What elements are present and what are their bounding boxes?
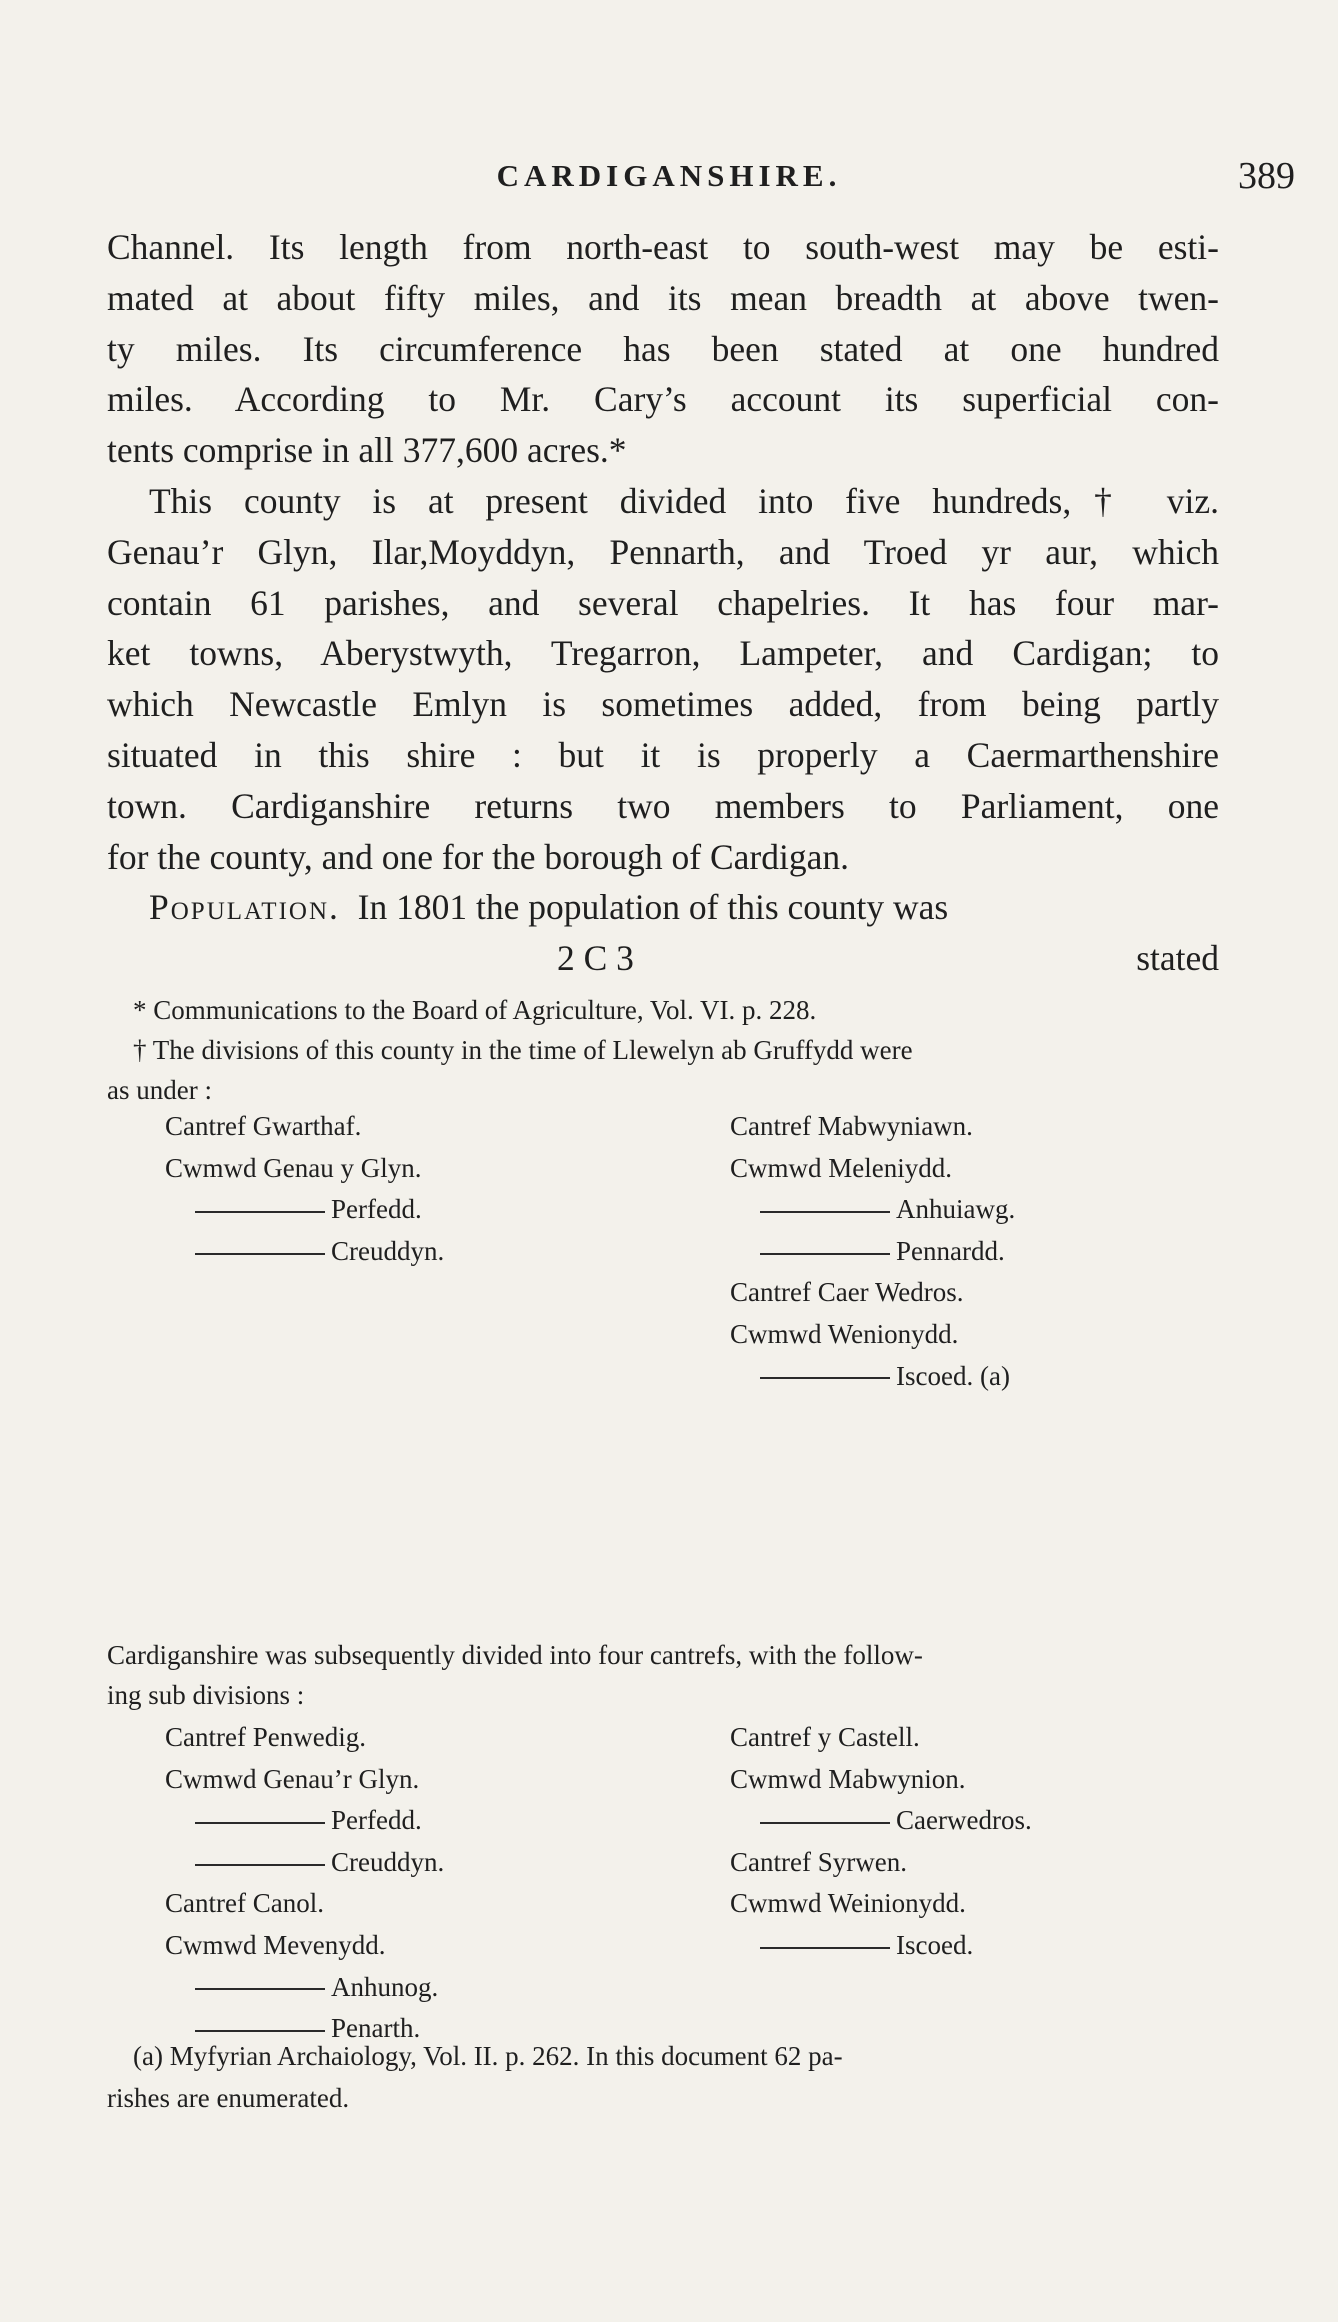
- division-name: Anhunog.: [331, 1971, 439, 2002]
- ditto-dash: [195, 2030, 325, 2032]
- body-line: town. Cardiganshire returns two members to Parliament, one: [107, 785, 1219, 826]
- division-row: [730, 1189, 1015, 1231]
- division-name: Cwmwd Weinionydd.: [730, 1888, 966, 1919]
- body-line: ty miles. Its circumference has been stated at one hundred: [107, 328, 1219, 369]
- footnote-dagger-cont: as under :: [107, 1075, 212, 1105]
- division-name: Iscoed.: [896, 1929, 974, 1960]
- division-row: [730, 1231, 1015, 1273]
- division-name: Pennardd.: [896, 1235, 1005, 1266]
- population-line: [107, 882, 1219, 933]
- division-row: [165, 1842, 444, 1884]
- subsequent-line: Cardiganshire was subsequently divided into four cantrefs, with the follow-: [107, 1640, 923, 1670]
- division-name: Cantref Syrwen.: [730, 1846, 907, 1877]
- ditto-dash: [195, 1253, 325, 1255]
- division-row: [730, 1842, 1032, 1884]
- population-text: In 1801 the population of this county was: [357, 887, 949, 928]
- division-name: Cantref Mabwyniawn.: [730, 1111, 973, 1141]
- footnotes: [107, 990, 1219, 1110]
- division-name: Penarth.: [331, 2013, 421, 2044]
- body-line: Channel. Its length from north-east to south-west may be esti-: [107, 227, 1219, 267]
- division-row: [165, 1189, 444, 1231]
- division-name: Perfedd.: [331, 1805, 422, 1836]
- division-name: Creuddyn.: [331, 1235, 445, 1266]
- division-name: Cwmwd Genau y Glyn.: [165, 1152, 422, 1183]
- ditto-dash: [195, 1822, 325, 1824]
- page-number: 389: [1238, 155, 1295, 197]
- body-line: tents comprise in all 377,600 acres.*: [107, 430, 627, 471]
- population-label: Population.: [149, 887, 340, 928]
- division-name: Creuddyn.: [331, 1846, 445, 1877]
- division-row: [730, 1272, 1015, 1314]
- division-name: Cwmwd Mevenydd.: [165, 1929, 386, 1960]
- footnote-dagger: † The divisions of this county in the time of Llewelyn ab Gruffydd were: [133, 1035, 913, 1065]
- division-name: Cantref Canol.: [165, 1888, 324, 1919]
- division-row: [165, 1717, 444, 1759]
- division-row: [730, 1800, 1032, 1842]
- ditto-dash: [760, 1822, 890, 1824]
- body-text: [107, 222, 1219, 984]
- signature-mark: 2 C 3: [557, 938, 634, 979]
- divisions-table-1-left: [165, 1106, 444, 1272]
- division-row: [730, 1759, 1032, 1801]
- division-name: Cantref Penwedig.: [165, 1722, 366, 1752]
- body-line: This county is at present divided into five hundreds,† viz.: [149, 480, 1219, 521]
- division-row: [730, 1106, 1015, 1148]
- division-row: [165, 1106, 444, 1148]
- divisions-table-1-right: [730, 1106, 1015, 1397]
- division-name: Perfedd.: [331, 1194, 422, 1225]
- ditto-dash: [195, 1988, 325, 1990]
- division-name: Cwmwd Genau’r Glyn.: [165, 1763, 420, 1794]
- division-row: [165, 1759, 444, 1801]
- ditto-dash: [760, 1211, 890, 1213]
- division-row: [730, 1148, 1015, 1190]
- divisions-table-2-right: [730, 1717, 1032, 1967]
- division-row: [165, 1800, 444, 1842]
- division-row: [165, 1148, 444, 1190]
- catchword: stated: [1136, 938, 1219, 979]
- division-name: Anhuiawg.: [896, 1194, 1016, 1225]
- footnote-a: [107, 2035, 1219, 2119]
- body-line: which Newcastle Emlyn is sometimes added, from being partly: [107, 684, 1219, 725]
- division-name: Iscoed. (a): [896, 1360, 1010, 1391]
- division-row: [730, 1356, 1015, 1398]
- division-row: [165, 1925, 444, 1967]
- ditto-dash: [760, 1377, 890, 1379]
- footnote-a-line: (a) Myfyrian Archaiology, Vol. II. p. 262. In this document 62 pa-: [133, 2041, 843, 2071]
- division-row: [730, 1883, 1032, 1925]
- body-line: for the county, and one for the borough of Cardigan.: [107, 836, 849, 877]
- division-row: [165, 1231, 444, 1273]
- signature-line: [107, 933, 1219, 984]
- division-name: Cwmwd Mabwynion.: [730, 1763, 966, 1794]
- division-row: [165, 1967, 444, 2009]
- ditto-dash: [195, 1864, 325, 1866]
- footnote-a-line: rishes are enumerated.: [107, 2083, 350, 2113]
- footnote-subsequent: [107, 1635, 1219, 1715]
- division-row: [730, 1717, 1032, 1759]
- division-name: Cwmwd Wenionydd.: [730, 1318, 959, 1349]
- body-line: contain 61 parishes, and several chapelries. It has four mar-: [107, 582, 1219, 623]
- division-name: Caerwedros.: [896, 1805, 1032, 1836]
- division-name: Cantref y Castell.: [730, 1722, 920, 1752]
- body-line: Genau’r Glyn, Ilar,Moyddyn, Pennarth, and Troed yr aur, which: [107, 531, 1219, 572]
- division-row: [730, 1925, 1032, 1967]
- running-title: CARDIGANSHIRE.: [496, 158, 842, 193]
- division-name: Cwmwd Meleniydd.: [730, 1152, 952, 1183]
- division-row: [730, 1314, 1015, 1356]
- division-name: Cantref Caer Wedros.: [730, 1277, 964, 1308]
- subsequent-line: ing sub divisions :: [107, 1680, 305, 1710]
- division-row: [165, 1883, 444, 1925]
- ditto-dash: [195, 1211, 325, 1213]
- body-line: mated at about fifty miles, and its mean breadth at above twen-: [107, 277, 1219, 318]
- division-name: Cantref Gwarthaf.: [165, 1111, 362, 1141]
- body-line: ket towns, Aberystwyth, Tregarron, Lampeter, and Cardigan; to: [107, 633, 1219, 674]
- divisions-table-2-left: [165, 1717, 444, 2050]
- ditto-dash: [760, 1253, 890, 1255]
- footnote-star: * Communications to the Board of Agriculture, Vol. VI. p. 228.: [133, 995, 817, 1025]
- body-line: miles. According to Mr. Cary’s account its superficial con-: [107, 379, 1219, 420]
- ditto-dash: [760, 1947, 890, 1949]
- body-line: situated in this shire : but it is properly a Caermarthenshire: [107, 734, 1219, 775]
- running-head: [0, 150, 1338, 200]
